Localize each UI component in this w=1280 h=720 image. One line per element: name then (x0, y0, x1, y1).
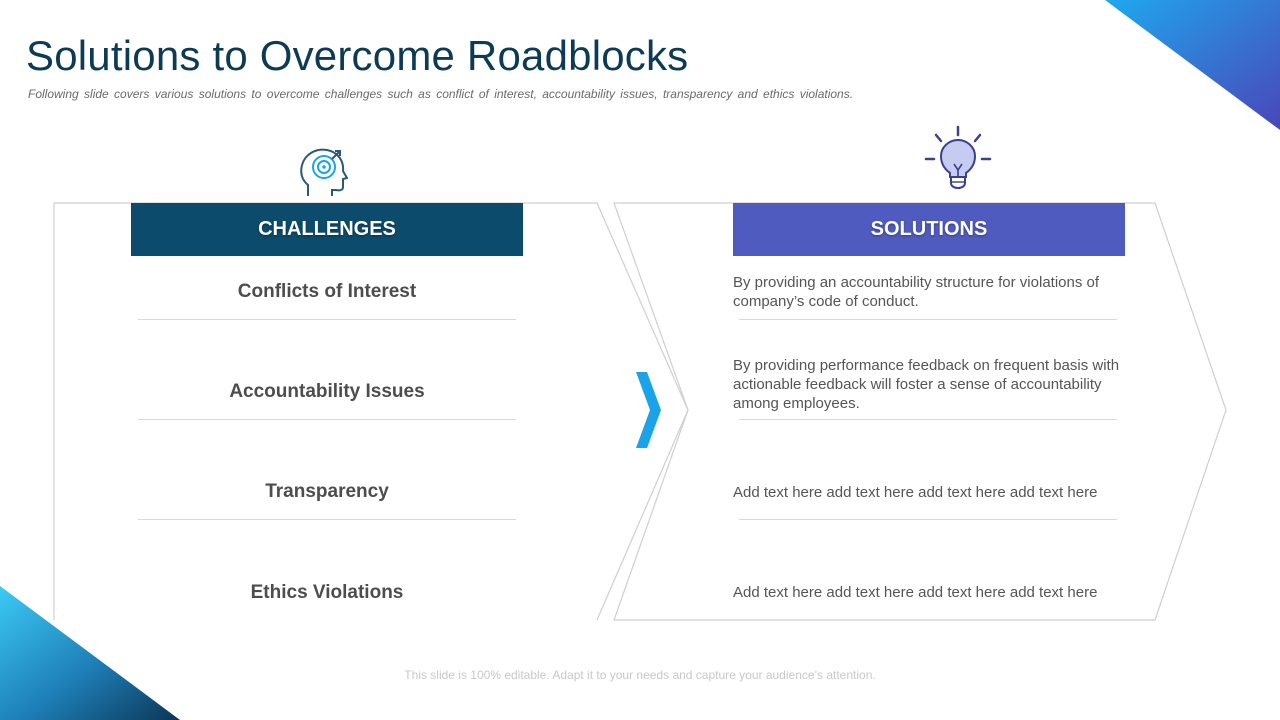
challenge-divider (138, 419, 516, 420)
challenge-item: Accountability Issues (229, 381, 425, 402)
footer-note: This slide is 100% editable. Adapt it to your needs and capture your audience’s attention. (404, 668, 876, 682)
challenge-divider (138, 519, 516, 520)
page-subtitle: Following slide covers various solutions to overcome challenges such as conflict of interest, accountability issues, transparency and ethics violations. (28, 87, 854, 101)
page-title: Solutions to Overcome Roadblocks (26, 32, 689, 79)
challenge-item: Ethics Violations (250, 582, 404, 603)
solutions-header: SOLUTIONS (733, 203, 1125, 256)
solution-item: By providing performance feedback on frequent basis with actionable feedback will foster a sense of accountability among employees. (733, 357, 1120, 412)
solution-item: Add text here add text here add text here add text here (733, 584, 1098, 601)
solution-item: By providing an accountability structure for violations of company’s code of conduct. (733, 274, 1100, 310)
corner-accent-bottom-left (0, 586, 180, 720)
lightbulb-icon (923, 125, 993, 191)
solution-divider (739, 319, 1117, 320)
corner-accent-top-right (1105, 0, 1280, 130)
challenges-header: CHALLENGES (131, 203, 523, 256)
chevron-right-icon (636, 372, 661, 448)
challenge-divider (138, 319, 516, 320)
challenge-item: Transparency (265, 481, 389, 502)
solution-divider (739, 419, 1117, 420)
head-maze-icon (298, 145, 348, 199)
solution-divider (739, 519, 1117, 520)
challenges-panel-outline (54, 203, 688, 620)
solution-item: Add text here add text here add text here add text here (733, 484, 1098, 501)
challenge-item: Conflicts of Interest (237, 281, 417, 302)
